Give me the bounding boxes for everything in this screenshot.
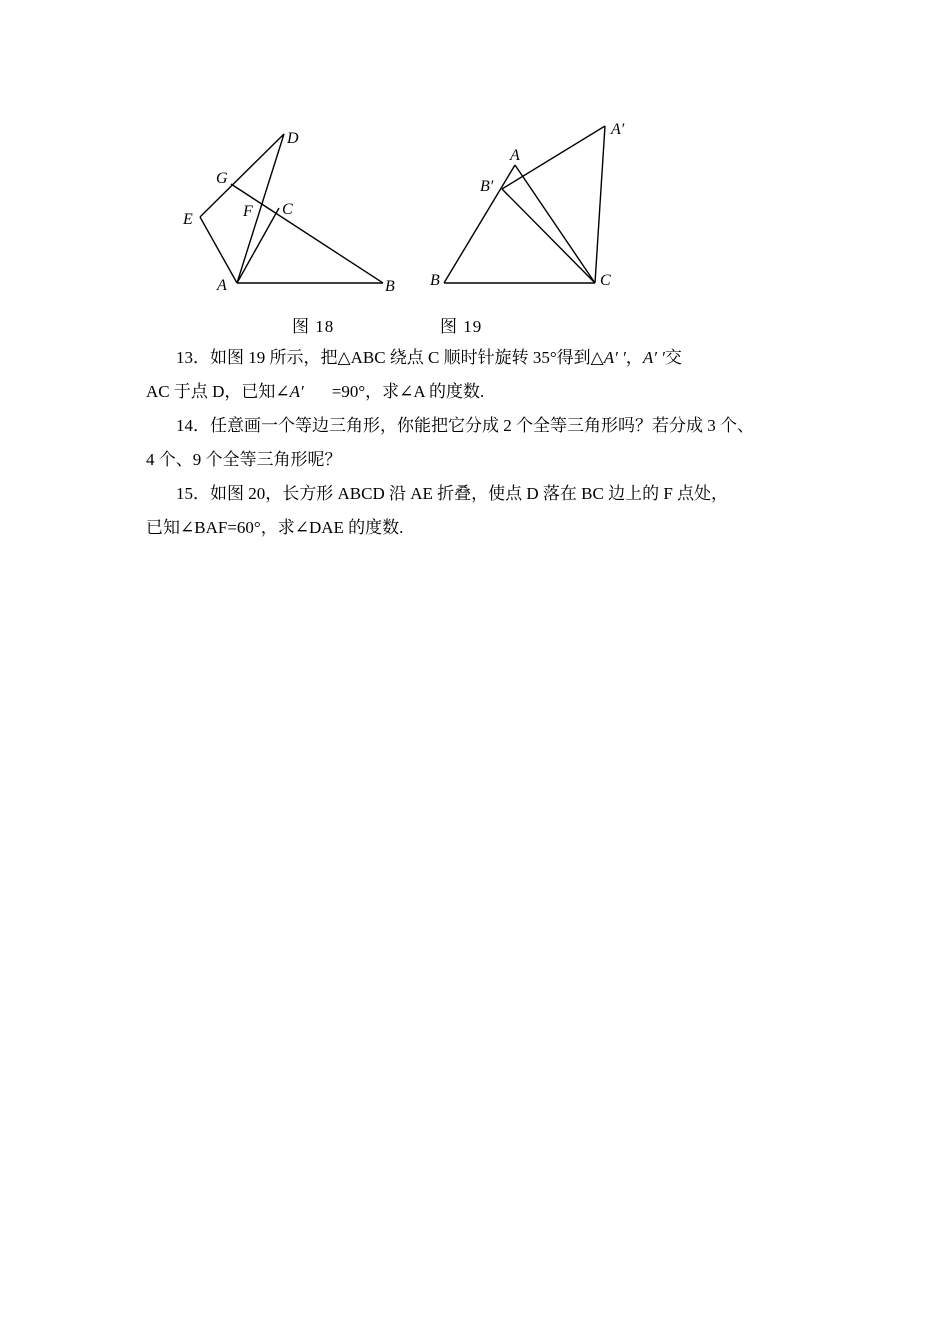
- figure-19-label-A-prime: A′: [611, 121, 625, 138]
- problem-list: [146, 341, 816, 545]
- figure-18-label-E: E: [183, 211, 193, 228]
- problem-13-line-2: [146, 375, 816, 409]
- problem-14-line-1: 14．任意画一个等边三角形，你能把它分成 2 个全等三角形吗？若分成 3 个、: [176, 416, 754, 435]
- figure-19-label-C: C: [600, 272, 611, 289]
- figure-18-label-G: G: [216, 170, 228, 187]
- problem-15-line-1: 15．如图 20，长方形 ABCD 沿 AE 折叠，使点 D 落在 BC 边上的 F 点处，: [176, 484, 729, 503]
- figure-19-diagram: [425, 115, 645, 300]
- problem-13-text-d: AC 于点 D，已知∠: [146, 382, 290, 401]
- problem-13-text-e: =90°，求∠A 的度数.: [331, 382, 485, 401]
- figure-18: [170, 120, 410, 305]
- segment-GB: [231, 184, 383, 283]
- problem-13-segment: A′ ′: [642, 348, 665, 367]
- figure-18-label-D: D: [287, 130, 299, 147]
- figure-18-diagram: [170, 120, 410, 305]
- segment-A'C: [595, 126, 605, 283]
- figure-19-caption: 图 19: [440, 317, 483, 336]
- figure-18-label-C: C: [282, 201, 293, 218]
- problem-14-line-2: 4 个、9 个全等三角形呢？: [146, 450, 342, 469]
- figure-18-label-A: A: [217, 277, 227, 294]
- figure-18-label-B: B: [385, 278, 395, 295]
- segment-AC: [515, 165, 595, 283]
- problem-13-text-b: ，: [625, 348, 643, 367]
- problem-13-angle: A′: [289, 382, 304, 401]
- segment-B'C: [502, 189, 595, 283]
- segment-EA: [200, 217, 237, 283]
- problem-13-triangle: A′ ′: [603, 348, 626, 367]
- figure-19-label-B: B: [430, 272, 440, 289]
- figure-18-label-F: F: [243, 203, 253, 220]
- figure-19-lines: [444, 126, 605, 283]
- figure-19-label-B-prime: B′: [480, 178, 494, 195]
- problem-13-text-c: 交: [664, 348, 682, 367]
- figure-18-caption: 图 18: [292, 317, 335, 336]
- figure-19-label-A: A: [510, 147, 520, 164]
- problem-13-text-a: 13．如图 19 所示，把△ABC 绕点 C 顺时针旋转 35°得到△: [176, 348, 604, 367]
- problem-13-line-1: [146, 341, 816, 375]
- figure-19: [425, 115, 645, 300]
- problem-15-line-2: 已知∠BAF=60°，求∠DAE 的度数.: [146, 518, 404, 537]
